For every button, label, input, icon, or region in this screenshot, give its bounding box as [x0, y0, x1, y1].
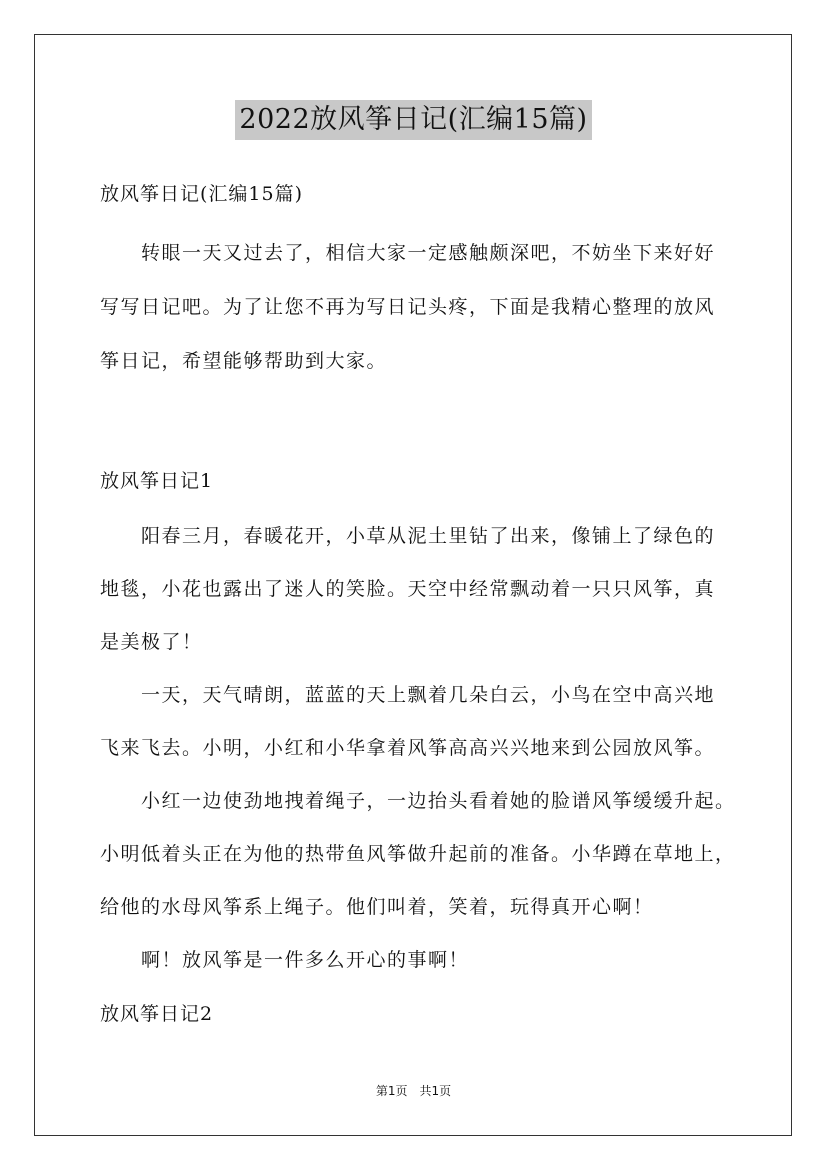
- paragraph-line: 飞来飞去。小明，小红和小华拿着风筝高高兴兴地来到公园放风筝。: [100, 737, 716, 759]
- intro-line: 转眼一天又过去了，相信大家一定感触颇深吧，不妨坐下来好好: [100, 242, 716, 264]
- intro-line: 写写日记吧。为了让您不再为写日记头疼，下面是我精心整理的放风: [100, 296, 716, 318]
- paragraph-line: 小明低着头正在为他的热带鱼风筝做升起前的准备。小华蹲在草地上，: [100, 843, 736, 865]
- paragraph-line: 是美极了！: [100, 631, 203, 653]
- page-footer: [0, 1082, 827, 1099]
- paragraph-line: 小红一边使劲地拽着绳子，一边抬头看着她的脸谱风筝缓缓升起。: [100, 790, 736, 812]
- paragraph-line: 给他的水母风筝系上绳子。他们叫着，笑着，玩得真开心啊！: [100, 896, 654, 918]
- paragraph-line: 啊！放风筝是一件多么开心的事啊！: [100, 949, 470, 971]
- paragraph-line: 阳春三月，春暖花开，小草从泥土里钻了出来，像铺上了绿色的: [100, 525, 716, 547]
- page-number: 第1页 共1页: [375, 1084, 452, 1098]
- section-heading-2: 放风筝日记2: [100, 1003, 214, 1025]
- paragraph-line: 一天，天气晴朗，蓝蓝的天上飘着几朵白云，小鸟在空中高兴地: [100, 684, 716, 706]
- section-heading-1: 放风筝日记1: [100, 470, 214, 492]
- title-container: [0, 100, 827, 140]
- document-title: 2022放风筝日记(汇编15篇): [235, 100, 591, 140]
- document-subtitle: 放风筝日记(汇编15篇): [100, 183, 304, 205]
- intro-line: 筝日记，希望能够帮助到大家。: [100, 350, 388, 372]
- document-body: [100, 177, 740, 1031]
- paragraph-line: 地毯，小花也露出了迷人的笑脸。天空中经常飘动着一只只风筝，真: [100, 578, 716, 600]
